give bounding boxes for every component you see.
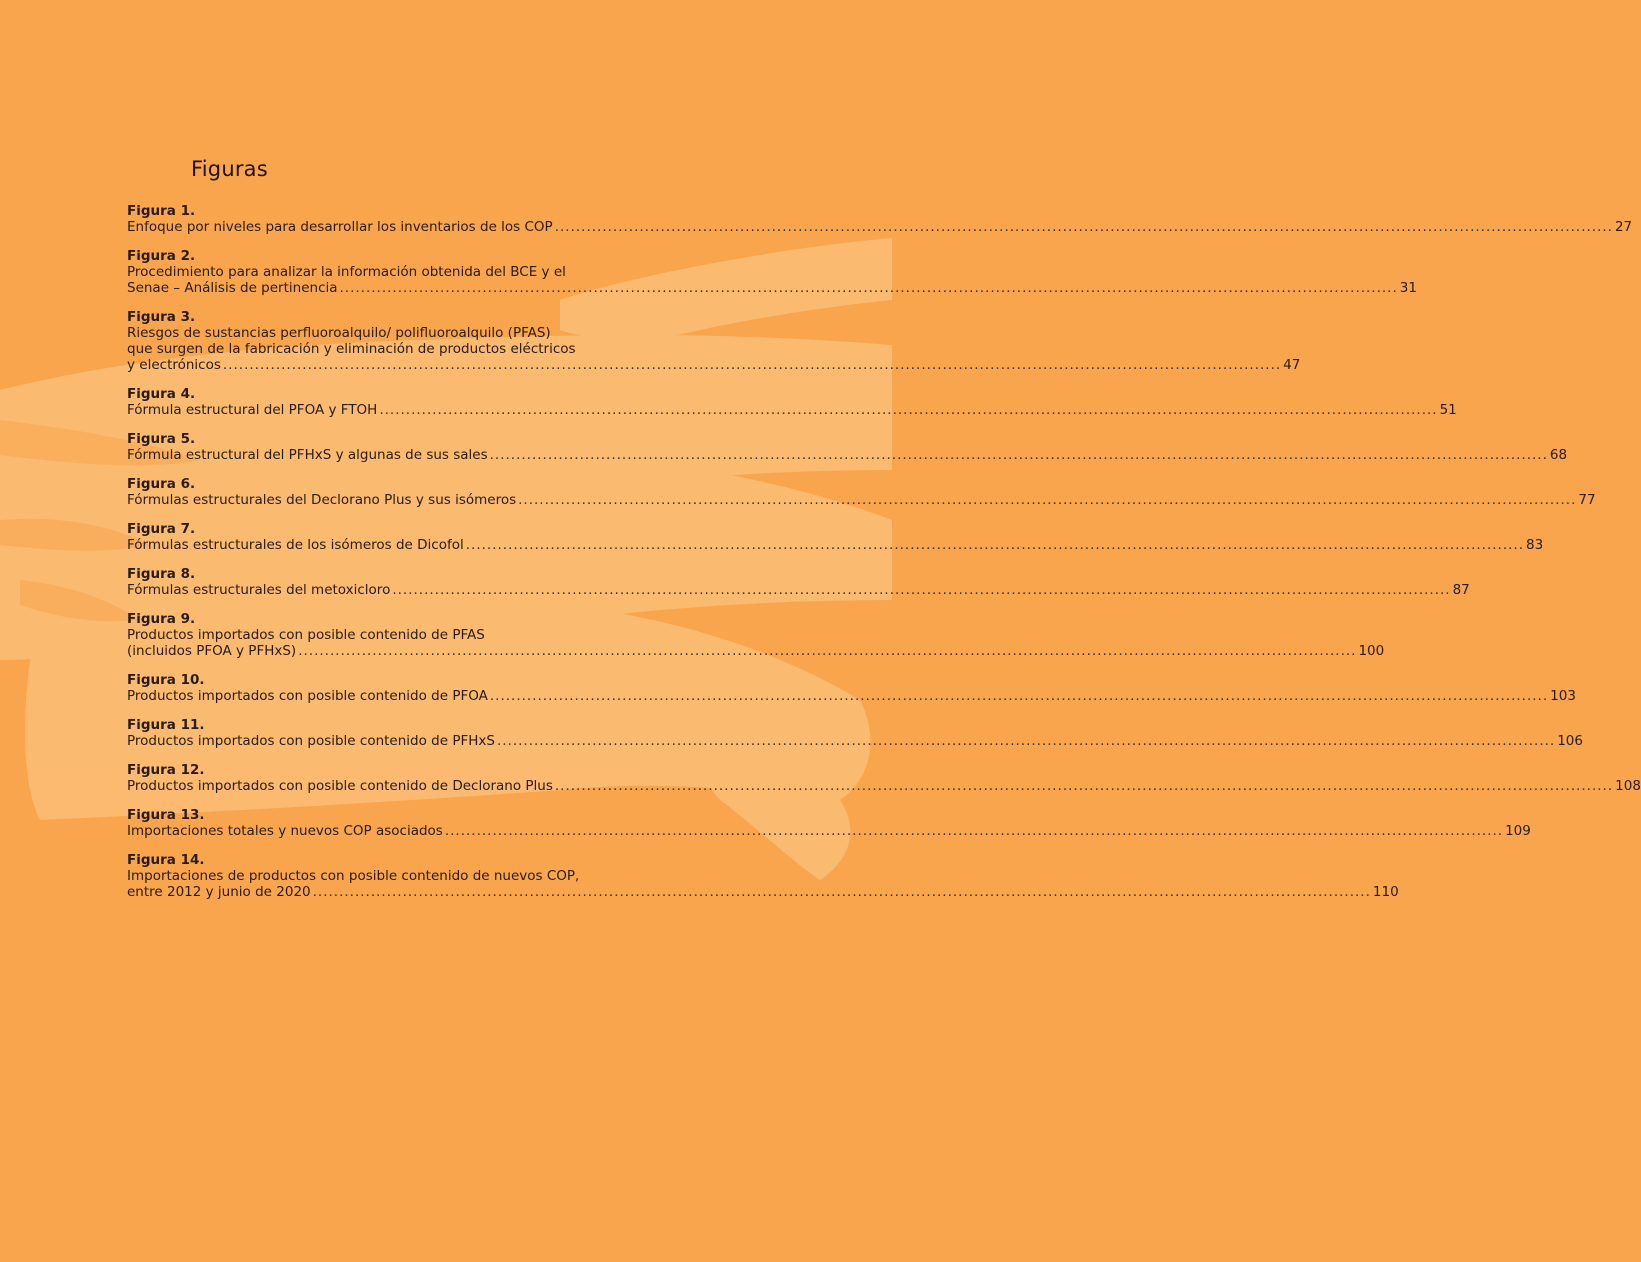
- figure-caption-row: [127, 778, 1641, 794]
- figure-list: [127, 203, 1641, 900]
- figure-caption-line: Fórmulas estructurales del Declorano Plus y sus isómeros: [127, 492, 517, 508]
- page-number: 110: [1372, 884, 1399, 900]
- figure-caption-line: Riesgos de sustancias perfluoroalquilo/ polifluoroalquilo (PFAS): [127, 325, 551, 341]
- dot-leader: ........................................................................................................................................................................................................: [554, 778, 1614, 794]
- figure-entry[interactable]: [127, 521, 1544, 553]
- figure-caption-line: Productos importados con posible contenido de PFAS: [127, 627, 485, 643]
- figure-caption-row: [127, 402, 1457, 418]
- dot-leader: ........................................................................................................................................................................................................: [496, 733, 1556, 749]
- figure-caption-row: [127, 280, 1417, 296]
- figure-caption-row: [127, 582, 1470, 598]
- page-number: 47: [1283, 357, 1301, 373]
- figure-label: Figura 7.: [127, 521, 196, 537]
- dot-leader: ........................................................................................................................................................................................................: [392, 582, 1451, 598]
- page-number: 87: [1452, 582, 1470, 598]
- figure-entry[interactable]: [127, 386, 1457, 418]
- page-number: 77: [1578, 492, 1596, 508]
- figure-caption-line: entre 2012 y junio de 2020: [127, 884, 311, 900]
- figure-entry[interactable]: [127, 852, 1399, 900]
- figure-caption-line: Enfoque por niveles para desarrollar los inventarios de los COP: [127, 219, 553, 235]
- page-number: 108: [1615, 778, 1641, 794]
- figure-label: Figura 12.: [127, 762, 205, 778]
- figure-label: Figura 5.: [127, 431, 196, 447]
- figure-entry[interactable]: [127, 672, 1576, 704]
- page-number: 31: [1399, 280, 1417, 296]
- figure-caption-line: Productos importados con posible contenido de PFHxS: [127, 733, 495, 749]
- dot-leader: ........................................................................................................................................................................................................: [518, 492, 1577, 508]
- figure-entry[interactable]: [127, 807, 1531, 839]
- figure-label: Figura 13.: [127, 807, 205, 823]
- figure-entry[interactable]: [127, 762, 1641, 794]
- figure-caption-row: [127, 492, 1596, 508]
- figure-label: Figura 14.: [127, 852, 205, 868]
- dot-leader: ........................................................................................................................................................................................................: [489, 688, 1549, 704]
- figure-entry[interactable]: [127, 431, 1568, 463]
- page-number: 100: [1358, 643, 1385, 659]
- figure-label: Figura 8.: [127, 566, 196, 582]
- figure-entry[interactable]: [127, 717, 1583, 749]
- dot-leader: ........................................................................................................................................................................................................: [312, 884, 1371, 900]
- figure-label: Figura 4.: [127, 386, 196, 402]
- dot-leader: ........................................................................................................................................................................................................: [222, 357, 1282, 373]
- page-number: 27: [1614, 219, 1633, 235]
- figure-entry[interactable]: [127, 611, 1385, 659]
- figure-caption-row: [127, 357, 1301, 373]
- figure-caption-line: Fórmula estructural del PFOA y FTOH: [127, 402, 378, 418]
- figure-caption-line: Fórmulas estructurales del metoxicloro: [127, 582, 391, 598]
- figure-caption-line: Productos importados con posible contenido de Declorano Plus: [127, 778, 553, 794]
- figure-caption-line: Importaciones totales y nuevos COP asociados: [127, 823, 443, 839]
- figure-caption-line: y electrónicos: [127, 357, 221, 373]
- dot-leader: ........................................................................................................................................................................................................: [379, 402, 1438, 418]
- figure-label: Figura 1.: [127, 203, 196, 219]
- figure-caption-row: [127, 537, 1544, 553]
- dot-leader: ........................................................................................................................................................................................................: [444, 823, 1504, 839]
- figure-caption-row: [127, 733, 1583, 749]
- figure-caption-row: [127, 219, 1633, 235]
- dot-leader: ........................................................................................................................................................................................................: [339, 280, 1398, 296]
- page-number: 103: [1550, 688, 1576, 704]
- dot-leader: ........................................................................................................................................................................................................: [465, 537, 1524, 553]
- figure-entry[interactable]: [127, 309, 1301, 373]
- figure-label: Figura 2.: [127, 248, 196, 264]
- figure-label: Figura 9.: [127, 611, 196, 627]
- figure-caption-line: Productos importados con posible contenido de PFOA: [127, 688, 488, 704]
- figure-caption-row: [127, 688, 1576, 704]
- page-number: 83: [1526, 537, 1544, 553]
- figure-caption-line: Senae – Análisis de pertinencia: [127, 280, 338, 296]
- page-number: 106: [1557, 733, 1583, 749]
- figure-caption-line: Importaciones de productos con posible contenido de nuevos COP,: [127, 868, 580, 884]
- figure-caption-row: [127, 823, 1531, 839]
- page-title: Figuras: [191, 157, 268, 181]
- page-number: 51: [1439, 402, 1457, 418]
- figure-caption-line: Fórmulas estructurales de los isómeros de Dicofol: [127, 537, 464, 553]
- page-number: 68: [1549, 447, 1568, 463]
- figure-label: Figura 10.: [127, 672, 205, 688]
- figure-entry[interactable]: [127, 203, 1633, 235]
- figure-caption-line: (incluidos PFOA y PFHxS): [127, 643, 297, 659]
- dot-leader: ........................................................................................................................................................................................................: [489, 447, 1548, 463]
- figure-caption-row: [127, 884, 1399, 900]
- figure-label: Figura 6.: [127, 476, 196, 492]
- figure-entry[interactable]: [127, 476, 1596, 508]
- figure-entry[interactable]: [127, 248, 1417, 296]
- figure-label: Figura 3.: [127, 309, 196, 325]
- dot-leader: ........................................................................................................................................................................................................: [554, 219, 1613, 235]
- figure-caption-row: [127, 447, 1568, 463]
- figure-caption-row: [127, 643, 1385, 659]
- page-number: 109: [1505, 823, 1531, 839]
- dot-leader: ........................................................................................................................................................................................................: [298, 643, 1357, 659]
- figure-label: Figura 11.: [127, 717, 205, 733]
- figure-caption-line: Procedimiento para analizar la información obtenida del BCE y el: [127, 264, 566, 280]
- figure-caption-line: Fórmula estructural del PFHxS y algunas de sus sales: [127, 447, 488, 463]
- figure-caption-line: que surgen de la fabricación y eliminación de productos eléctricos: [127, 341, 576, 357]
- figure-entry[interactable]: [127, 566, 1470, 598]
